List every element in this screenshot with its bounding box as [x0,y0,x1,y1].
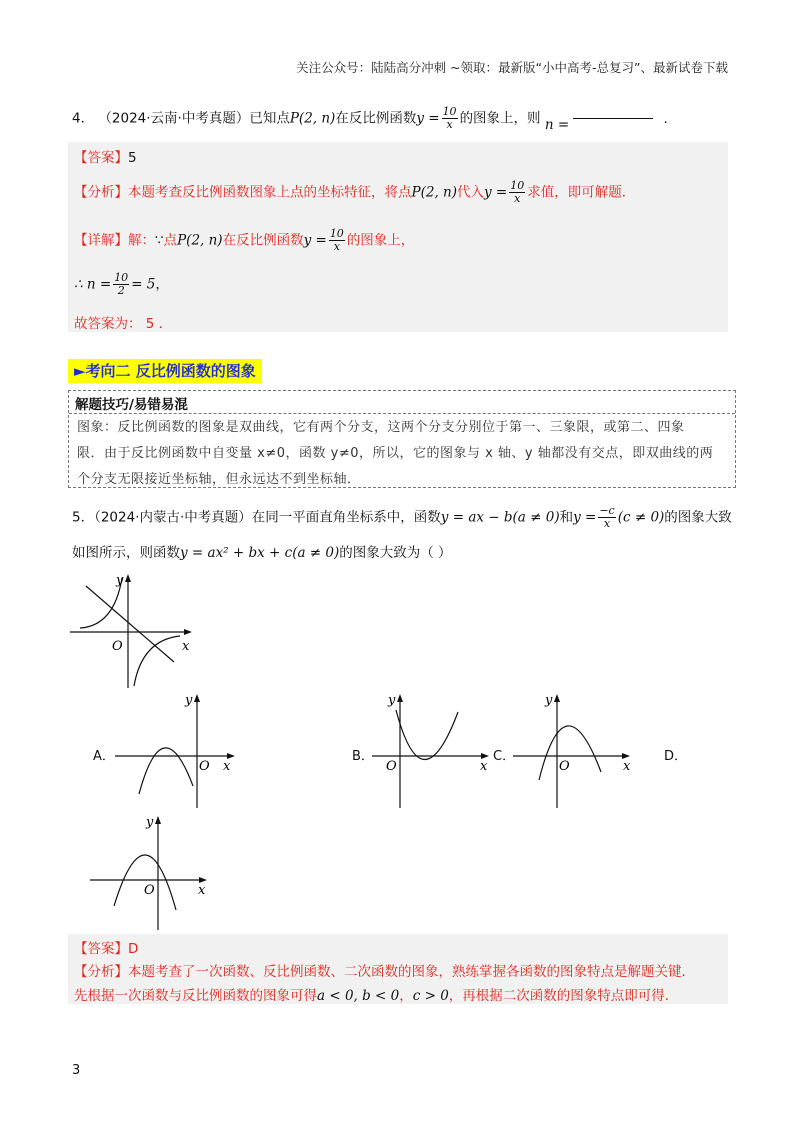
svg-text:O: O [112,639,123,654]
option-b-label[interactable]: B． [352,749,374,764]
question-5: 5．（2024·内蒙古·中考真题）在同一平面直角坐标系中，函数y = ax − b(a ≠ 0)和y = $\frac{-c}{x}$ (c ≠ 0)的图象大致 [72,504,732,530]
svg-text:y: y [545,693,553,708]
option-c-label[interactable]: C． [493,749,516,764]
question-4: 4． （2024·云南·中考真题）已知点P(2, n)在反比例函数y = $\frac{10}{x}$ 的图象上，则 n = . [72,105,668,133]
calc-q4: ∴ n = $\frac{10}{2}$ = 5， [74,271,169,297]
question-5-line2: 如图所示，则函数y = ax² + bx + c(a ≠ 0)的图象大致为（ ） [72,545,452,561]
svg-text:x: x [223,759,231,774]
detail-q4: 【详解】解：∵点P(2, n)在反比例函数y = $\frac{10}{x}$ 的图象上， [74,227,415,253]
svg-text:O: O [144,883,155,898]
svg-text:O: O [559,759,570,774]
analysis-q4: 【分析】本题考查反比例函数图象上点的坐标特征，将点P(2, n)代入y = $\frac{10}{x}$ 求值，即可解题． [74,179,636,205]
parabola [396,710,458,760]
triangle-arrow-icon: ► [74,362,86,380]
given-graph [70,572,200,692]
section-heading: ►考向二 反比例函数的图象 [68,359,262,383]
fraction: $\frac{10}{x}$ [442,105,457,131]
svg-text:y: y [185,693,193,708]
linear-line [86,586,174,662]
svg-text:x: x [198,883,206,898]
answer-blank [573,118,653,119]
option-c-graph[interactable] [513,690,638,810]
svg-text:x: x [182,639,190,654]
svg-text:O: O [386,759,397,774]
svg-text:y: y [146,815,154,830]
final-answer-q4: 故答案为： 5 ． [74,316,173,332]
svg-text:y: y [116,573,124,588]
svg-text:x: x [480,759,488,774]
option-a-graph[interactable] [115,690,240,810]
option-d-label[interactable]: D． [664,749,688,764]
answer-box-q5: 【答案】D 【分析】本题考查了一次函数、反比例函数、二次函数的图象，熟练掌握各函数的图象特点是解题关键． 先根据一次函数与反比例函数的图象可得a < 0, b < 0，c > 0，再根据二次函数的图象特点即可得． [68,934,728,1004]
page-number: 3 [72,1063,81,1078]
tips-box: 解题技巧/易错易混 图象：反比例函数的图象是双曲线，它有两个分支，这两个分支分别位于第一、三象限，或第二、四象 限．由于反比例函数中自变量 x≠0，函数 y≠0，所以，它的图象与 x 轴、y 轴都没有交点，即双曲线的两 个分支无限接近坐标轴，但永远达不到坐标轴． [68,390,736,488]
parabola [139,748,193,794]
svg-text:O: O [199,759,210,774]
svg-text:y: y [388,693,396,708]
svg-text:x: x [623,759,631,774]
option-a-label[interactable]: A． [93,749,115,764]
parabola [539,726,601,780]
page-header: 关注公众号：陆陆高分冲刺 ~领取：最新版“小中高考-总复习”、最新试卷下载 [296,60,728,75]
answer-box-q4: 【答案】5 【分析】本题考查反比例函数图象上点的坐标特征，将点P(2, n)代入y = $\frac{10}{x}$ 求值，即可解题． 【详解】解：∵点P(2, n)在反比例函数y = $\frac{10}{x}$ 的图象上， ∴ n = $\frac{10}{2}$ = 5， 故答案为： 5 ． [68,142,728,332]
option-d-graph[interactable] [90,812,215,932]
option-b-graph[interactable] [372,690,497,810]
